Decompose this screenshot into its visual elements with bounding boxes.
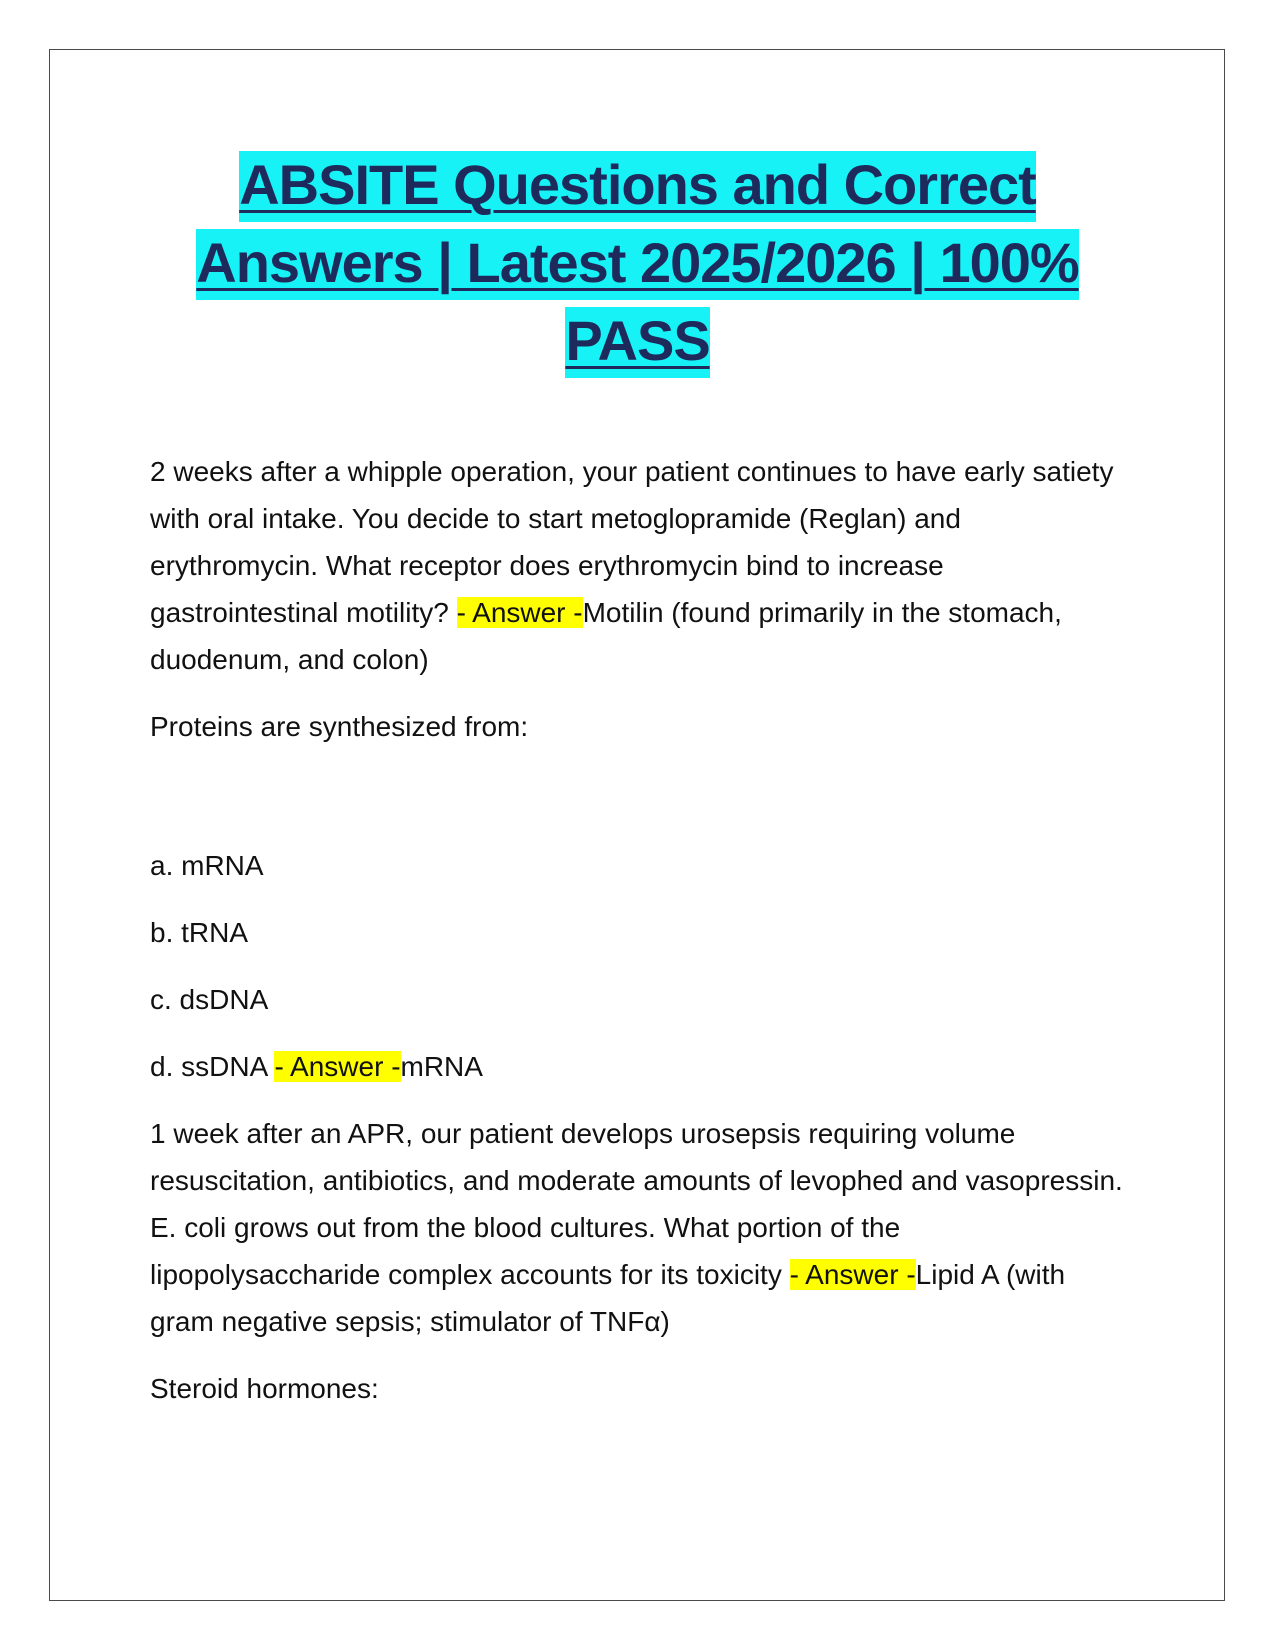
answer-2-text: mRNA [400, 1051, 483, 1082]
answer-1-text: Motilin (found primarily in the stomach, duodenum, and colon) [150, 597, 1062, 675]
question-1-text: 2 weeks after a whipple operation, your patient continues to have early satiety with oral intake. You decide to start metoglopramide (Reglan) and erythromycin. What receptor does erythromycin bind to increase gastrointestinal motility? [150, 456, 1114, 628]
option-b: b. tRNA [150, 917, 249, 948]
question-3-text: 1 week after an APR, our patient develops urosepsis requiring volume resuscitation, antibiotics, and moderate amounts of levophed and vasopressin. E. coli grows out from the blood cultures. What portion of the lipopolysaccharide complex accounts for its toxicity [150, 1118, 1123, 1290]
document-body [150, 448, 1130, 1412]
question-4-text: Steroid hormones: [150, 1373, 379, 1404]
title-line-1: ABSITE Questions and Correct [239, 151, 1036, 222]
question-2-text: Proteins are synthesized from: [150, 711, 529, 742]
title-line-3: PASS [565, 307, 709, 378]
question-1 [150, 448, 1130, 683]
answer-3-text: Lipid A (with gram negative sepsis; stimulator of TNFα) [150, 1259, 1066, 1337]
answer-label-2: - Answer - [274, 1051, 401, 1082]
answer-label-3: - Answer - [789, 1259, 916, 1290]
answer-label-1: - Answer - [456, 597, 583, 628]
document-title [110, 146, 1165, 380]
option-c: c. dsDNA [150, 984, 269, 1015]
title-line-2: Answers | Latest 2025/2026 | 100% [196, 229, 1078, 300]
question-2 [150, 703, 1130, 750]
option-d-text: d. ssDNA [150, 1051, 275, 1082]
option-a: a. mRNA [150, 850, 264, 881]
question-3 [150, 1110, 1130, 1345]
option-d [150, 1043, 1130, 1090]
question-4 [150, 1365, 1130, 1412]
